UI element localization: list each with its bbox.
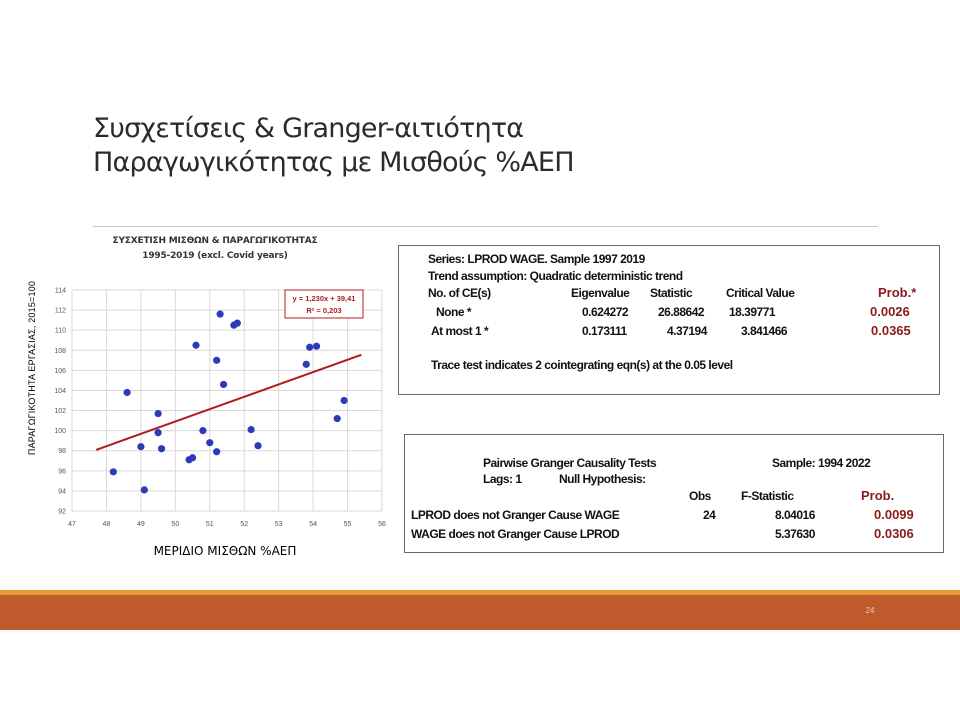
- data-point: [155, 410, 162, 417]
- coint-header-ce: No. of CE(s): [428, 286, 491, 300]
- title-divider: [93, 226, 878, 227]
- y-tick-label: 110: [54, 327, 66, 335]
- slide-title: [93, 112, 574, 180]
- coint-header-statistic: Statistic: [650, 286, 693, 300]
- granger-sample: Sample: 1994 2022: [772, 456, 871, 470]
- y-tick-label: 102: [54, 408, 66, 416]
- r-squared-label: R² = 0,203: [306, 306, 342, 315]
- data-point: [213, 357, 220, 364]
- data-point: [199, 427, 206, 434]
- coint-row1-eigen: 0.624272: [582, 305, 629, 319]
- chart-title: ΣΥΣΧΕΤΙΣΗ ΜΙΣΘΩΝ & ΠΑΡΑΓΩΓΙΚΟΤΗΤΑΣ: [112, 236, 318, 246]
- coint-row1-ce: None *: [436, 305, 472, 319]
- data-point: [254, 442, 261, 449]
- granger-row2-hypothesis: WAGE does not Granger Cause LPROD: [411, 527, 620, 541]
- granger-row1-obs: 24: [703, 508, 716, 522]
- y-tick-label: 112: [54, 307, 66, 315]
- footer-bar: [0, 595, 960, 630]
- data-point: [206, 439, 213, 446]
- slide-title-line2: Παραγωγικότητας με Μισθούς %ΑΕΠ: [93, 147, 574, 178]
- data-point: [217, 311, 224, 318]
- data-point: [137, 443, 144, 450]
- data-point: [189, 454, 196, 461]
- granger-row2-prob: 0.0306: [874, 526, 914, 541]
- y-tick-label: 96: [58, 468, 66, 476]
- data-point: [213, 448, 220, 455]
- x-tick-label: 55: [343, 521, 352, 528]
- granger-row1-fstat: 8.04016: [775, 508, 815, 522]
- coint-row1-crit: 18.39771: [729, 305, 776, 319]
- data-point: [303, 361, 310, 368]
- granger-row1-hypothesis: LPROD does not Granger Cause WAGE: [411, 508, 620, 522]
- y-tick-label: 106: [54, 367, 66, 375]
- x-tick-label: 54: [309, 521, 318, 528]
- y-tick-label: 98: [58, 448, 66, 456]
- data-point: [155, 429, 162, 436]
- y-tick-label: 92: [58, 508, 66, 516]
- trendline-equation: y = 1,230x + 39,41: [292, 294, 356, 303]
- coint-header-eigenvalue: Eigenvalue: [571, 286, 630, 300]
- coint-row2-prob: 0.0365: [871, 323, 911, 338]
- x-tick-label: 49: [136, 521, 145, 528]
- data-point: [220, 381, 227, 388]
- page-number: 24: [865, 606, 875, 615]
- coint-row2-ce: At most 1 *: [431, 324, 489, 338]
- coint-header-critical: Critical Value: [726, 286, 795, 300]
- data-point: [313, 343, 320, 350]
- coint-header-prob: Prob.*: [878, 285, 917, 300]
- scatter-chart: [40, 278, 390, 536]
- y-tick-label: 108: [54, 347, 66, 355]
- data-point: [341, 397, 348, 404]
- x-tick-label: 52: [240, 521, 249, 528]
- data-point: [234, 320, 241, 327]
- granger-row1-prob: 0.0099: [874, 507, 914, 522]
- y-tick-label: 94: [58, 488, 66, 496]
- data-point: [124, 389, 131, 396]
- data-point: [110, 468, 117, 475]
- coint-row1-stat: 26.88642: [658, 305, 705, 319]
- coint-row1-prob: 0.0026: [870, 304, 910, 319]
- trendline: [96, 355, 361, 450]
- granger-header-fstat: F-Statistic: [741, 489, 794, 503]
- granger-lags: Lags: 1: [483, 472, 522, 486]
- granger-row2-fstat: 5.37630: [775, 527, 815, 541]
- coint-trend-line: Trend assumption: Quadratic deterministic trend: [428, 269, 683, 283]
- coint-note: Trace test indicates 2 cointegrating eqn(s) at the 0.05 level: [431, 358, 733, 372]
- x-tick-label: 56: [378, 521, 386, 528]
- data-point: [192, 342, 199, 349]
- slide-title-line1: Συσχετίσεις & Granger-αιτιότητα: [93, 113, 524, 144]
- data-point: [158, 445, 165, 452]
- granger-null-hypothesis: Null Hypothesis:: [559, 472, 646, 486]
- y-tick-label: 114: [54, 287, 66, 295]
- coint-row2-eigen: 0.173111: [582, 324, 627, 338]
- x-tick-label: 51: [205, 521, 214, 528]
- coint-row2-stat: 4.37194: [667, 324, 707, 338]
- x-tick-label: 50: [171, 521, 180, 528]
- x-axis-title: ΜΕΡΙΔΙΟ ΜΙΣΘΩΝ %ΑΕΠ: [153, 544, 297, 558]
- data-point: [334, 415, 341, 422]
- y-axis-title: ΠΑΡΑΓΩΓΙΚΟΤΗΤΑ ΕΡΓΑΣΙΑΣ, 2015=100: [27, 280, 37, 456]
- x-tick-label: 53: [274, 521, 283, 528]
- cointegration-test-box: [398, 245, 940, 395]
- granger-header-prob: Prob.: [861, 488, 895, 503]
- data-point: [141, 486, 148, 493]
- x-tick-label: 48: [102, 521, 111, 528]
- coint-series-line: Series: LPROD WAGE. Sample 1997 2019: [428, 252, 645, 266]
- y-tick-label: 100: [54, 428, 66, 436]
- coint-row2-crit: 3.841466: [741, 324, 788, 338]
- x-tick-label: 47: [68, 521, 76, 528]
- data-point: [306, 344, 313, 351]
- chart-subtitle: 1995-2019 (excl. Covid years): [142, 251, 288, 261]
- granger-title: Pairwise Granger Causality Tests: [483, 456, 657, 470]
- granger-header-obs: Obs: [689, 489, 711, 503]
- granger-test-box: [404, 434, 944, 553]
- data-point: [248, 426, 255, 433]
- y-tick-label: 104: [54, 387, 66, 395]
